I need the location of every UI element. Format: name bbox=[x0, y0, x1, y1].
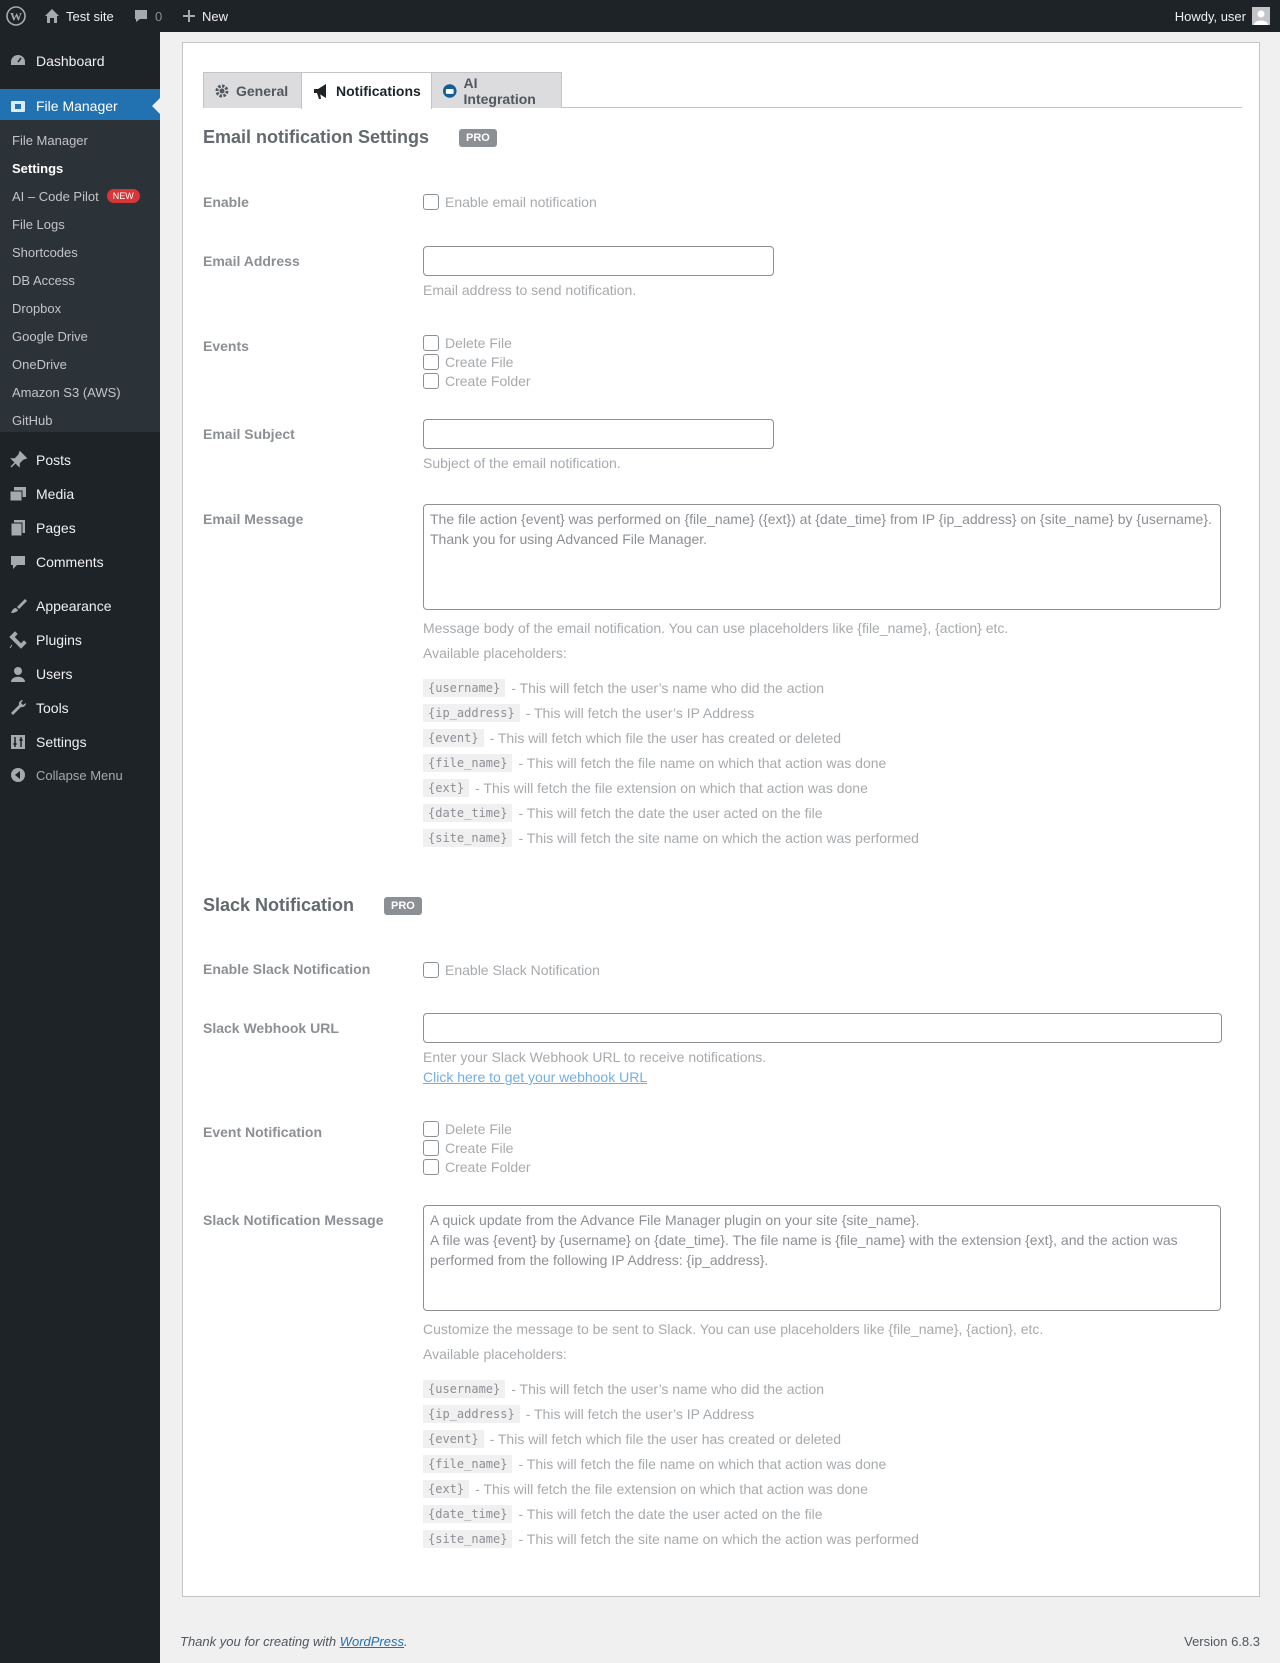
dashboard-icon bbox=[0, 52, 36, 70]
submenu-label: GitHub bbox=[12, 412, 53, 428]
svg-text:W: W bbox=[10, 9, 22, 24]
placeholder-code: {ext} bbox=[423, 779, 469, 797]
placeholder-item bbox=[423, 825, 919, 850]
menu-users[interactable] bbox=[0, 657, 160, 691]
enable-label: Enable bbox=[203, 194, 249, 210]
placeholder-code: {ip_address} bbox=[423, 704, 520, 722]
event-notification-label: Event Notification bbox=[203, 1124, 323, 1140]
submenu-settings[interactable] bbox=[12, 154, 63, 182]
slack-message-textarea[interactable] bbox=[423, 1205, 1221, 1311]
email-message-textarea[interactable] bbox=[423, 504, 1221, 610]
menu-media-label: Media bbox=[36, 486, 75, 502]
placeholder-text: - This will fetch the file name on which that action was done bbox=[518, 754, 887, 771]
message-line: Thank you for using Advanced File Manager. bbox=[430, 531, 708, 547]
slack-events-checkbox-group bbox=[423, 1119, 531, 1176]
pin-icon bbox=[0, 451, 36, 469]
checkbox[interactable] bbox=[423, 1159, 439, 1175]
placeholder-code: {ip_address} bbox=[423, 1405, 520, 1423]
placeholder-code: {date_time} bbox=[423, 1505, 512, 1523]
event-create-file-checkbox[interactable] bbox=[423, 352, 531, 371]
checkbox-label: Delete File bbox=[445, 1120, 512, 1137]
placeholder-item bbox=[423, 1376, 919, 1401]
placeholder-text: - This will fetch which file the user has created or deleted bbox=[489, 729, 842, 746]
submenu-shortcodes[interactable] bbox=[12, 238, 78, 266]
slack-available-placeholders: Available placeholders: bbox=[423, 1346, 567, 1362]
enable-slack-label: Enable Slack Notification bbox=[203, 961, 371, 977]
menu-comments-label: Comments bbox=[36, 554, 104, 570]
site-name: Test site bbox=[66, 8, 114, 24]
slack-section-heading bbox=[203, 895, 422, 916]
placeholder-item bbox=[423, 1526, 919, 1551]
comment-icon bbox=[133, 8, 149, 24]
current-menu-arrow bbox=[152, 98, 160, 114]
menu-tools-label: Tools bbox=[36, 700, 69, 716]
placeholder-text: - This will fetch the date the user acted on the file bbox=[518, 804, 823, 821]
submenu-google-drive[interactable] bbox=[12, 322, 88, 350]
placeholder-code: {file_name} bbox=[423, 1455, 512, 1473]
menu-media[interactable] bbox=[0, 477, 160, 511]
menu-file-manager[interactable] bbox=[0, 89, 160, 123]
new-content-link[interactable] bbox=[182, 0, 228, 32]
new-badge: NEW bbox=[107, 189, 140, 203]
tab-notifications[interactable] bbox=[301, 72, 432, 109]
site-name-link[interactable] bbox=[44, 0, 114, 32]
footer-thanks-text: Thank you for creating with bbox=[180, 1634, 337, 1649]
settings-sliders-icon bbox=[0, 733, 36, 751]
slack-message-label: Slack Notification Message bbox=[203, 1212, 384, 1228]
pro-badge: PRO bbox=[459, 129, 497, 147]
placeholder-item bbox=[423, 1476, 919, 1501]
placeholder-text: - This will fetch the user’s IP Address bbox=[525, 704, 755, 721]
placeholder-code: {date_time} bbox=[423, 804, 512, 822]
tab-general-label: General bbox=[236, 82, 289, 99]
submenu-file-logs[interactable] bbox=[12, 210, 65, 238]
placeholder-text: - This will fetch the file name on which that action was done bbox=[518, 1455, 887, 1472]
menu-dashboard[interactable] bbox=[0, 44, 160, 78]
menu-settings[interactable] bbox=[0, 725, 160, 759]
new-label: New bbox=[202, 8, 229, 24]
placeholder-code: {username} bbox=[423, 679, 505, 697]
submenu-label: Settings bbox=[12, 160, 64, 176]
email-placeholder-list bbox=[423, 675, 919, 850]
email-section-heading bbox=[203, 127, 497, 148]
tab-general[interactable] bbox=[203, 72, 302, 108]
checkbox-label: Create File bbox=[445, 1139, 514, 1156]
slack-event-delete-file-checkbox[interactable] bbox=[423, 1119, 531, 1138]
placeholder-code: {site_name} bbox=[423, 1530, 512, 1548]
checkbox[interactable] bbox=[423, 194, 439, 210]
megaphone-icon bbox=[312, 82, 330, 100]
placeholder-code: {site_name} bbox=[423, 829, 512, 847]
submenu-onedrive[interactable] bbox=[12, 350, 67, 378]
placeholder-text: - This will fetch the user’s IP Address bbox=[525, 1405, 755, 1422]
placeholder-text: - This will fetch the file extension on which that action was done bbox=[475, 779, 868, 796]
menu-users-label: Users bbox=[36, 666, 73, 682]
menu-comments[interactable] bbox=[0, 545, 160, 579]
tab-ai-integration-label: AI Integration bbox=[463, 74, 536, 107]
pro-badge: PRO bbox=[384, 897, 422, 915]
submenu-dropbox[interactable] bbox=[12, 294, 61, 322]
enable-slack-checkbox[interactable] bbox=[423, 960, 600, 979]
paintbrush-icon bbox=[0, 597, 36, 615]
menu-appearance[interactable] bbox=[0, 589, 160, 623]
tab-notifications-label: Notifications bbox=[336, 83, 421, 99]
submenu-label: File Manager bbox=[12, 132, 88, 148]
placeholder-text: - This will fetch which file the user has created or deleted bbox=[489, 1430, 842, 1447]
placeholder-item bbox=[423, 1426, 919, 1451]
placeholder-code: {event} bbox=[423, 729, 484, 747]
placeholder-code: {file_name} bbox=[423, 754, 512, 772]
placeholder-item bbox=[423, 725, 919, 750]
placeholder-text: - This will fetch the date the user acted on the file bbox=[518, 1505, 823, 1522]
checkbox[interactable] bbox=[423, 1140, 439, 1156]
menu-file-manager-label: File Manager bbox=[36, 98, 118, 114]
checkbox[interactable] bbox=[423, 354, 439, 370]
checkbox-label: Create Folder bbox=[445, 372, 531, 389]
wrench-icon bbox=[0, 699, 36, 717]
email-message-description: Message body of the email notification. You can use placeholders like {file_name}, {action} etc. bbox=[423, 620, 1009, 636]
slack-event-create-folder-checkbox[interactable] bbox=[423, 1157, 531, 1176]
message-line: The file action {event} was performed on {file_name} ({ext}) at {date_time} from IP {ip_address} on {site_name} by {username}. bbox=[430, 511, 1212, 527]
users-icon bbox=[0, 665, 36, 683]
howdy-text: Howdy, user bbox=[1174, 8, 1246, 24]
submenu-label: OneDrive bbox=[12, 356, 67, 372]
placeholder-item bbox=[423, 700, 919, 725]
placeholder-item bbox=[423, 800, 919, 825]
avatar bbox=[1252, 7, 1270, 25]
pages-icon bbox=[0, 519, 36, 537]
checkbox-label: Enable Slack Notification bbox=[445, 961, 600, 978]
placeholder-text: - This will fetch the site name on which the action was performed bbox=[518, 1530, 919, 1547]
menu-posts-label: Posts bbox=[36, 452, 72, 468]
events-label: Events bbox=[203, 338, 249, 354]
slack-heading-text: Slack Notification bbox=[203, 895, 355, 915]
slack-message-description: Customize the message to be sent to Slack. You can use placeholders like {file_name}, {action}, etc. bbox=[423, 1321, 1044, 1337]
submenu-label: Amazon S3 (AWS) bbox=[12, 384, 121, 400]
placeholder-text: - This will fetch the user’s name who did the action bbox=[511, 1380, 825, 1397]
gear-icon bbox=[214, 83, 230, 99]
submenu-ai-code-pilot[interactable] bbox=[12, 182, 140, 210]
menu-pages-label: Pages bbox=[36, 520, 76, 536]
plugin-icon bbox=[0, 631, 36, 649]
admin-bar bbox=[0, 0, 1280, 32]
placeholder-item bbox=[423, 1501, 919, 1526]
placeholder-item bbox=[423, 675, 919, 700]
checkbox-label: Create File bbox=[445, 353, 514, 370]
event-create-folder-checkbox[interactable] bbox=[423, 371, 531, 390]
event-delete-file-checkbox[interactable] bbox=[423, 333, 531, 352]
collapse-icon bbox=[0, 767, 36, 783]
placeholder-code: {ext} bbox=[423, 1480, 469, 1498]
home-icon bbox=[44, 8, 60, 24]
wordpress-link[interactable]: WordPress bbox=[339, 1634, 404, 1649]
checkbox[interactable] bbox=[423, 1121, 439, 1137]
email-address-description: Email address to send notification. bbox=[423, 282, 637, 298]
slack-placeholder-list bbox=[423, 1376, 919, 1551]
placeholder-text: - This will fetch the user’s name who did the action bbox=[511, 679, 825, 696]
placeholder-text: - This will fetch the site name on which the action was performed bbox=[518, 829, 919, 846]
submenu-amazon-s3[interactable] bbox=[12, 378, 121, 406]
checkbox[interactable] bbox=[423, 962, 439, 978]
menu-appearance-label: Appearance bbox=[36, 598, 112, 614]
settings-tabs bbox=[203, 72, 1242, 108]
checkbox-label: Delete File bbox=[445, 334, 512, 351]
message-line: A quick update from the Advance File Manager plugin on your site {site_name}. bbox=[430, 1212, 920, 1228]
comments-count: 0 bbox=[155, 8, 163, 24]
email-message-label: Email Message bbox=[203, 511, 304, 527]
placeholder-code: {event} bbox=[423, 1430, 484, 1448]
events-checkbox-group bbox=[423, 333, 531, 390]
submenu-label: Dropbox bbox=[12, 300, 62, 316]
slack-event-create-file-checkbox[interactable] bbox=[423, 1138, 531, 1157]
slack-webhook-input[interactable] bbox=[423, 1013, 1222, 1043]
file-manager-icon bbox=[0, 98, 36, 114]
message-line: A file was {event} by {username} on {date_time}. The file name is {file_name} with the extension {ext}, and the action was performed from the following IP Address: {ip_address}. bbox=[430, 1232, 1178, 1268]
menu-plugins-label: Plugins bbox=[36, 632, 82, 648]
placeholder-code: {username} bbox=[423, 1380, 505, 1398]
submenu-label: File Logs bbox=[12, 216, 65, 232]
my-account-link[interactable] bbox=[1175, 0, 1270, 32]
submenu-file-manager[interactable] bbox=[12, 126, 88, 154]
placeholder-item bbox=[423, 1401, 919, 1426]
email-subject-input[interactable] bbox=[423, 419, 774, 449]
footer-version: Version 6.8.3 bbox=[1184, 1634, 1260, 1649]
placeholder-item bbox=[423, 750, 919, 775]
media-icon bbox=[0, 485, 36, 503]
menu-posts[interactable] bbox=[0, 443, 160, 477]
placeholder-item bbox=[423, 775, 919, 800]
comments-link[interactable] bbox=[133, 0, 162, 32]
checkbox-label: Enable email notification bbox=[445, 193, 597, 210]
enable-email-checkbox[interactable] bbox=[423, 192, 597, 211]
placeholder-text: - This will fetch the file extension on which that action was done bbox=[475, 1480, 868, 1497]
plus-icon bbox=[182, 9, 196, 23]
placeholder-item bbox=[423, 1451, 919, 1476]
checkbox-label: Create Folder bbox=[445, 1158, 531, 1175]
checkbox[interactable] bbox=[423, 373, 439, 389]
menu-settings-label: Settings bbox=[36, 734, 87, 750]
submenu-label: AI – Code Pilot bbox=[12, 188, 99, 204]
submenu-label: Shortcodes bbox=[12, 244, 78, 260]
slack-webhook-label: Slack Webhook URL bbox=[203, 1020, 339, 1036]
menu-tools[interactable] bbox=[0, 691, 160, 725]
file-manager-submenu bbox=[0, 120, 160, 432]
submenu-db-access[interactable] bbox=[12, 266, 75, 294]
email-heading-text: Email notification Settings bbox=[203, 127, 430, 147]
collapse-menu-button[interactable] bbox=[0, 758, 160, 792]
slack-webhook-description: Enter your Slack Webhook URL to receive notifications. bbox=[423, 1049, 767, 1065]
menu-plugins[interactable] bbox=[0, 623, 160, 657]
comments-icon bbox=[0, 553, 36, 571]
email-address-label: Email Address bbox=[203, 253, 300, 269]
settings-panel bbox=[182, 42, 1260, 1597]
tab-ai-integration[interactable] bbox=[431, 72, 562, 108]
email-subject-description: Subject of the email notification. bbox=[423, 455, 621, 471]
menu-pages[interactable] bbox=[0, 511, 160, 545]
get-webhook-link[interactable]: Click here to get your webhook URL bbox=[423, 1069, 648, 1085]
footer-thanks bbox=[180, 1634, 408, 1649]
collapse-menu-label: Collapse Menu bbox=[36, 767, 123, 783]
admin-sidebar bbox=[0, 32, 160, 1663]
submenu-label: Google Drive bbox=[12, 328, 88, 344]
submenu-label: DB Access bbox=[12, 272, 75, 288]
submenu-github[interactable] bbox=[12, 406, 52, 434]
email-address-input[interactable] bbox=[423, 246, 774, 276]
footer-period: . bbox=[404, 1634, 408, 1649]
email-subject-label: Email Subject bbox=[203, 426, 295, 442]
email-available-placeholders: Available placeholders: bbox=[423, 645, 567, 661]
robot-icon bbox=[442, 83, 458, 99]
menu-dashboard-label: Dashboard bbox=[36, 53, 105, 69]
checkbox[interactable] bbox=[423, 335, 439, 351]
wordpress-logo-icon[interactable] bbox=[6, 0, 26, 32]
